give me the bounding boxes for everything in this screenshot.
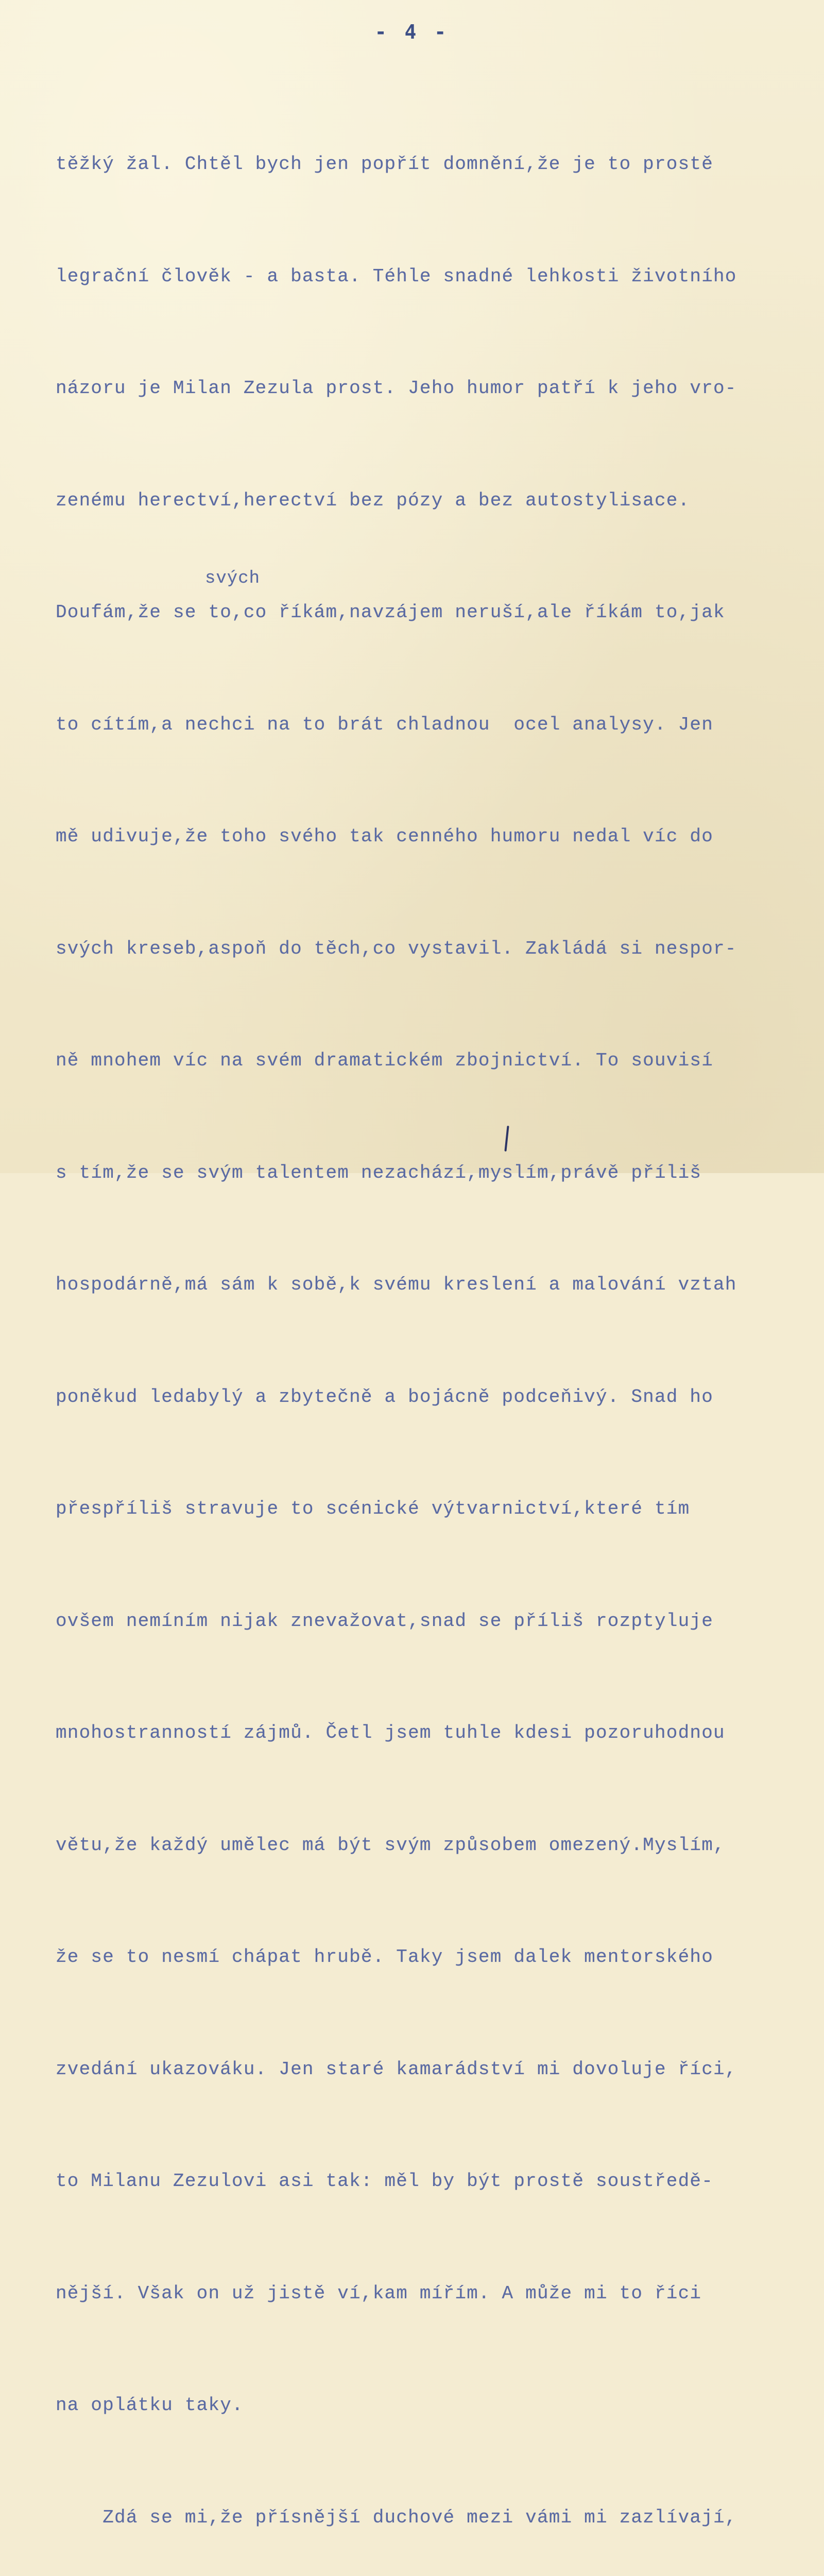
text-line: s tím,že se svým talentem nezachází,myslím,právě příliš xyxy=(56,1162,702,1183)
text-line: názoru je Milan Zezula prost. Jeho humor patří k jeho vro- xyxy=(56,378,737,399)
text-line: ovšem nemíním nijak znevažovat,snad se příliš rozptyluje xyxy=(56,1610,713,1632)
text-line: poněkud ledabylý a zbytečně a bojácně podceňivý. Snad ho xyxy=(56,1386,713,1408)
text-line: to Milanu Zezulovi asi tak: měl by být prostě soustředě- xyxy=(56,2171,713,2192)
text-line: mě udivuje,že toho svého tak cenného humoru nedal víc do xyxy=(56,826,713,847)
text-line: těžký žal. Chtěl bych jen popřít domnění,že je to prostě xyxy=(56,154,713,175)
text-line: na oplátku taky. xyxy=(56,2395,244,2416)
text-line: zenému herectví,herectví bez pózy a bez autostylisace. xyxy=(56,489,690,511)
page-number: - 4 - xyxy=(374,21,450,43)
text-line: Doufám,že se to,co říkám,navzájem neruší,ale říkám to,jak xyxy=(56,602,725,623)
text-line: mnohostranností zájmů. Četl jsem tuhle kdesi pozoruhodnou xyxy=(56,1722,725,1743)
text-line: hospodárně,má sám k sobě,k svému kreslení a malování vztah xyxy=(56,1274,737,1295)
text-line: to cítím,a nechci na to brát chladnou ocel analysy. Jen xyxy=(56,714,713,735)
text-line: zvedání ukazováku. Jen staré kamarádství mi dovoluje říci, xyxy=(56,2058,737,2080)
text-line: legrační člověk - a basta. Téhle snadné lehkosti životního xyxy=(56,265,737,287)
text-line: že se to nesmí chápat hrubě. Taky jsem dalek mentorského xyxy=(56,1946,713,1968)
text-line: svých kreseb,aspoň do těch,co vystavil. Zakládá si nespor- xyxy=(56,938,737,959)
text-line: nější. Však on už jistě ví,kam mířím. A může mi to říci xyxy=(56,2282,702,2304)
text-line: Zdá se mi,že přísnější duchové mezi vámi mi zazlívají, xyxy=(56,2506,737,2528)
text-line: ně mnohem víc na svém dramatickém zbojnictví. To souvisí xyxy=(56,1050,713,1071)
text-line: větu,že každý umělec má být svým způsobem omezený.Myslím, xyxy=(56,1834,725,1856)
typewritten-text xyxy=(56,71,808,2576)
typed-insertion: svých xyxy=(205,569,261,588)
text-line: přespříliš stravuje to scénické výtvarnictví,které tím xyxy=(56,1498,690,1519)
